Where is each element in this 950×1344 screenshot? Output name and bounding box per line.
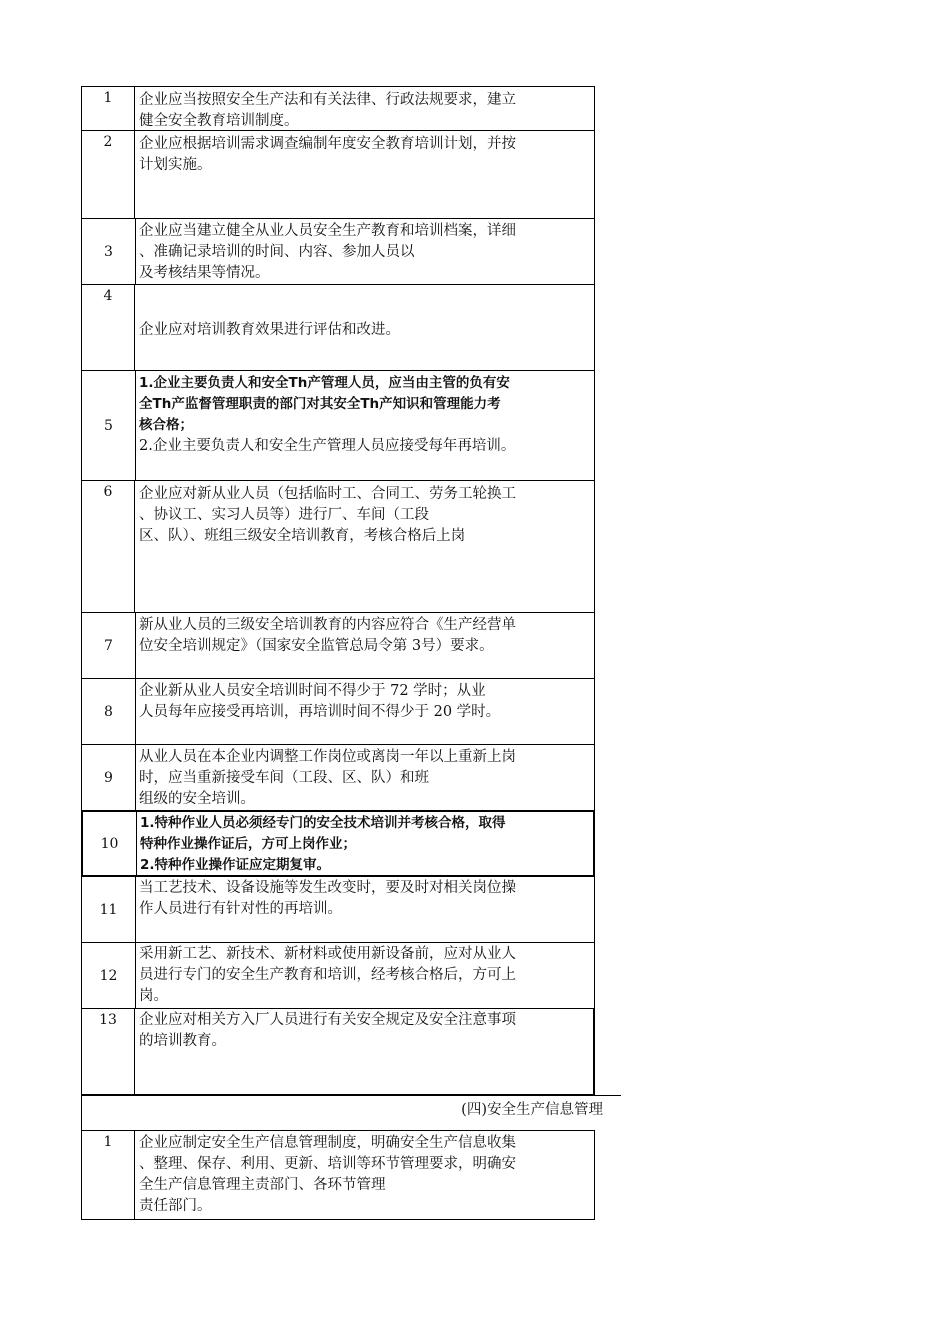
row-number: 5	[82, 371, 136, 480]
row-text: 企业应对新从业人员（包括临时工、合同工、劳务工轮换工 、协议工、实习人员等）进行厂、车间（工段 区、队）、班组三级安全培训教育，考核合格后上岗	[139, 486, 516, 544]
row-text: 企业应当按照安全生产法和有关法律、行政法规要求，建立 健全安全教育培训制度。	[139, 92, 516, 129]
row-number: 10	[83, 812, 137, 875]
row-text: 企业应对相关方入厂人员进行有关安全规定及安全注意事项 的培训教育。	[139, 1012, 516, 1049]
row-number: 3	[82, 219, 136, 284]
table-row	[81, 942, 595, 1009]
row-number: 7	[82, 613, 136, 678]
table-row	[81, 370, 595, 481]
row-text-bold: 1.特种作业人员必须经专门的安全技术培训并考核合格，取得 特种作业操作证后，方可上岗作业； 2.特种作业操作证应定期复审。	[140, 815, 506, 873]
row-number: 12	[82, 943, 136, 1008]
table-row	[81, 744, 595, 811]
row-number: 1	[82, 1131, 135, 1219]
table-row	[81, 480, 595, 613]
row-text: 从业人员在本企业内调整工作岗位或离岗一年以上重新上岗 时，应当重新接受车间（工段、区、队）和班 组级的安全培训。	[139, 749, 516, 807]
table-row	[81, 1130, 595, 1220]
row-number: 9	[82, 745, 136, 810]
row-number: 11	[82, 877, 136, 942]
table-row	[81, 1008, 595, 1096]
row-number: 8	[82, 679, 136, 744]
row-text: 企业应根据培训需求调查编制年度安全教育培训计划，并按 计划实施。	[139, 136, 516, 173]
table-row	[81, 86, 595, 131]
row-text-bold: 1.企业主要负责人和安全Th产管理人员，应当由主管的负有安 全Th产监督管理职责的部门对其安全Th产知识和管理能力考 核合格；	[139, 375, 510, 433]
table-row	[81, 678, 595, 745]
row-text: 新从业人员的三级安全培训教育的内容应符合《生产经营单 位安全培训规定》（国家安全监管总局令第 3号）要求。	[139, 617, 516, 654]
section-title: (四)安全生产信息管理	[461, 1102, 603, 1118]
row-number: 6	[82, 481, 135, 612]
row-number: 4	[82, 285, 135, 370]
row-text: 企业应对培训教育效果进行评估和改进。	[139, 322, 400, 338]
row-number: 1	[82, 87, 135, 130]
table-row	[81, 284, 595, 371]
row-text: 当工艺技术、设备设施等发生改变时，要及时对相关岗位操 作人员进行有针对性的再培训。	[139, 880, 516, 917]
row-text: 采用新工艺、新技术、新材料或使用新设备前，应对从业人 员进行专门的安全生产教育和培训，经考核合格后，方可上 岗。	[139, 946, 516, 1004]
row-text: 企业应制定安全生产信息管理制度，明确安全生产信息收集 、整理、保存、利用、更新、培训等环节管理要求，明确安 全生产信息管理主责部门、各环节管理 责任部门。	[139, 1135, 516, 1214]
table-row	[81, 810, 595, 877]
table-row	[81, 218, 595, 285]
table-row	[81, 876, 595, 943]
table-row	[81, 130, 595, 219]
section-heading-row	[81, 1095, 621, 1130]
row-text: 企业应当建立健全从业人员安全生产教育和培训档案，详细 、准确记录培训的时间、内容、参加人员以 及考核结果等情况。	[139, 223, 516, 281]
row-text: 企业新从业人员安全培训时间不得少于 72 学时；从业 人员每年应接受再培训，再培训时间不得少于 20 学时。	[139, 683, 501, 720]
row-text: 2.企业主要负责人和安全生产管理人员应接受每年再培训。	[139, 438, 516, 454]
row-number: 2	[82, 131, 135, 218]
row-number: 13	[82, 1009, 135, 1094]
table-row	[81, 612, 595, 679]
